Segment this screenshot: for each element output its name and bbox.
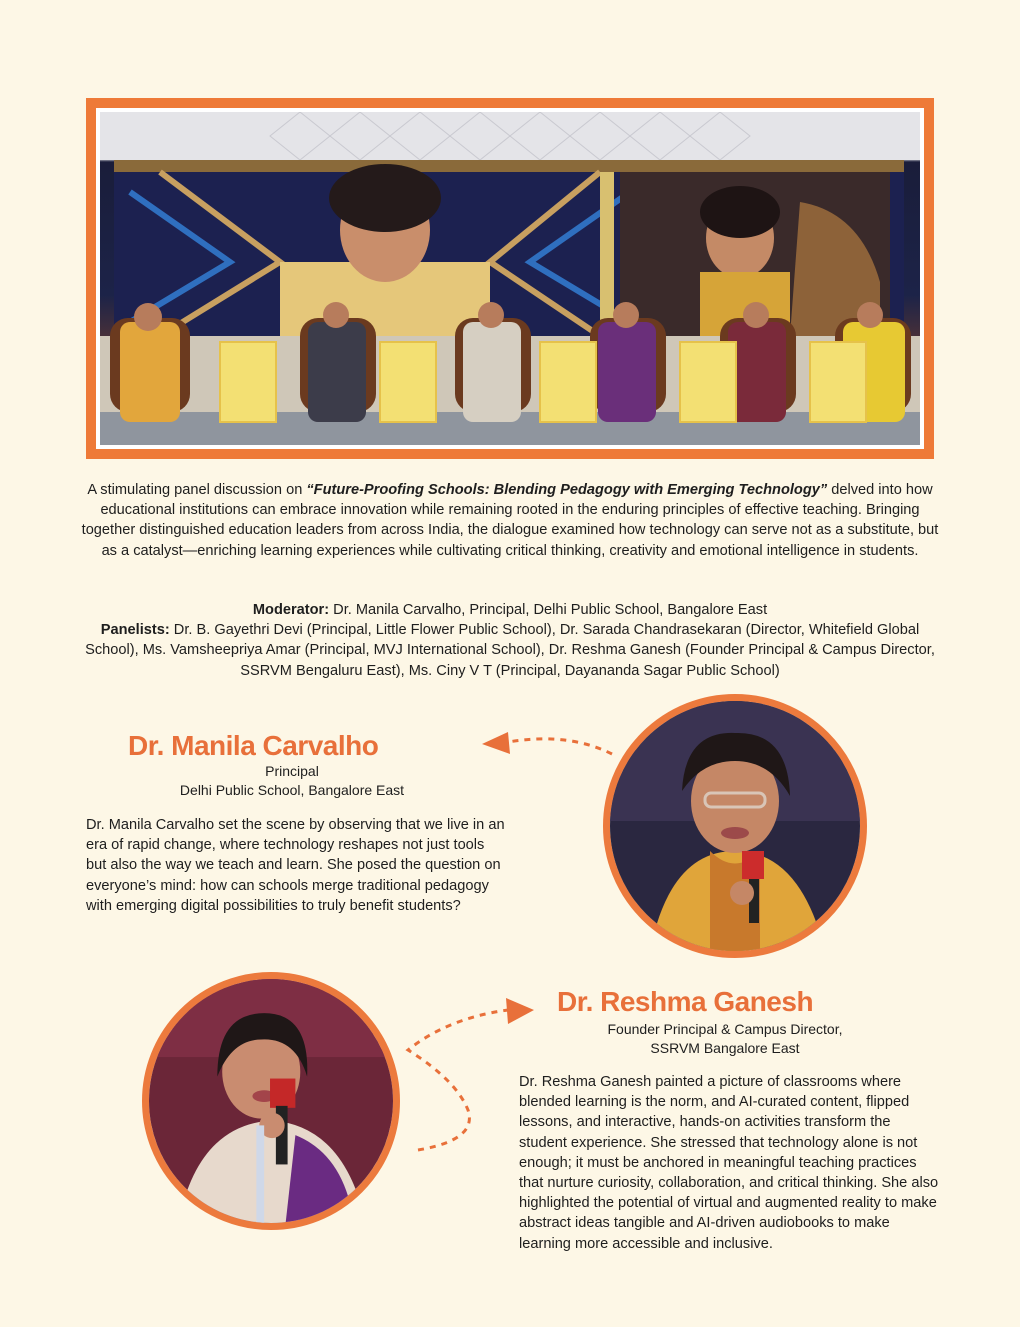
panel-credits: [78, 600, 942, 681]
arrow-left-icon: [478, 722, 618, 762]
speaker-photo-1: [603, 694, 867, 958]
stage-illustration: [100, 112, 920, 445]
panelists-label: Panelists:: [100, 622, 170, 639]
speaker-role-2-title: Founder Principal & Campus Director,: [607, 1021, 843, 1037]
moderator-label: Moderator:: [252, 602, 330, 618]
portrait-illustration-1: [610, 701, 860, 951]
speaker-role-2-org: SSRVM Bangalore East: [650, 1040, 800, 1056]
panelists-line: [78, 620, 942, 681]
hero-photo-frame: [86, 98, 934, 459]
panelists-value: Dr. B. Gayethri Devi (Principal, Little Flower Public School), Dr. Sarada Chandrasekaran (Director, Whitefield Global School), Ms. Vamsheepriya Amar (Principal, MVJ International School), Dr. Reshma Ganesh (Founder Principal & Campus Director, SSRVM Bengaluru East), Ms. Ciny V T (Principal, Dayananda Sagar Public School): [85, 622, 935, 679]
intro-paragraph: [78, 480, 942, 561]
speaker-body-2: Dr. Reshma Ganesh painted a picture of classrooms where blended learning is the norm, and AI-curated content, flipped lessons, and interactive, hands-on activities transform the student experience. She stressed that technology alone is not enough; it must be anchored in meaningful teaching practices that nurture curiosity, collaboration, and critical thinking. She also highlighted the potential of virtual and augmented reality to make abstract ideas tangible and AI-driven audiobooks to make learning more accessible and inclusive.: [519, 1074, 939, 1252]
speaker-photo-2: [142, 972, 400, 1230]
moderator-line: [78, 600, 942, 620]
portrait-illustration-2: [149, 979, 393, 1223]
speaker-role-2: [570, 1020, 880, 1058]
speaker-role-1: [140, 762, 444, 800]
speaker-body-1: Dr. Manila Carvalho set the scene by observing that we live in an era of rapid change, where technology reshapes not just tools but also the way we teach and learn. She posed the question on everyone’s mind: how can schools merge traditional pedagogy with emerging digital possibilities to truly benefit students?: [86, 817, 505, 914]
speaker-role-1-title: Principal: [265, 763, 319, 779]
speaker-name-2: Dr. Reshma Ganesh: [557, 986, 814, 1017]
speaker-name-1: Dr. Manila Carvalho: [128, 730, 379, 761]
intro-rest: delved into how educational institutions can embrace innovation while remaining rooted in the enduring principles of effective teaching. Bringing together distinguished education leaders from across India, the dialogue examined how technology can serve not as a substitute, but as a catalyst—enriching learning experiences while cultivating critical thinking, creativity and emotional intelligence in students.: [81, 482, 939, 559]
moderator-value: Dr. Manila Carvalho, Principal, Delhi Public School, Bangalore East: [329, 602, 768, 618]
intro-lead: A stimulating panel discussion on: [87, 482, 307, 498]
panel-stage-photo: [100, 112, 920, 445]
panel-title: “Future-Proofing Schools: Blending Pedagogy with Emerging Technology”: [306, 482, 828, 498]
speaker-role-1-org: Delhi Public School, Bangalore East: [179, 782, 405, 798]
arrow-right-icon: [398, 990, 538, 1160]
hero-photo-mat: [96, 108, 924, 449]
